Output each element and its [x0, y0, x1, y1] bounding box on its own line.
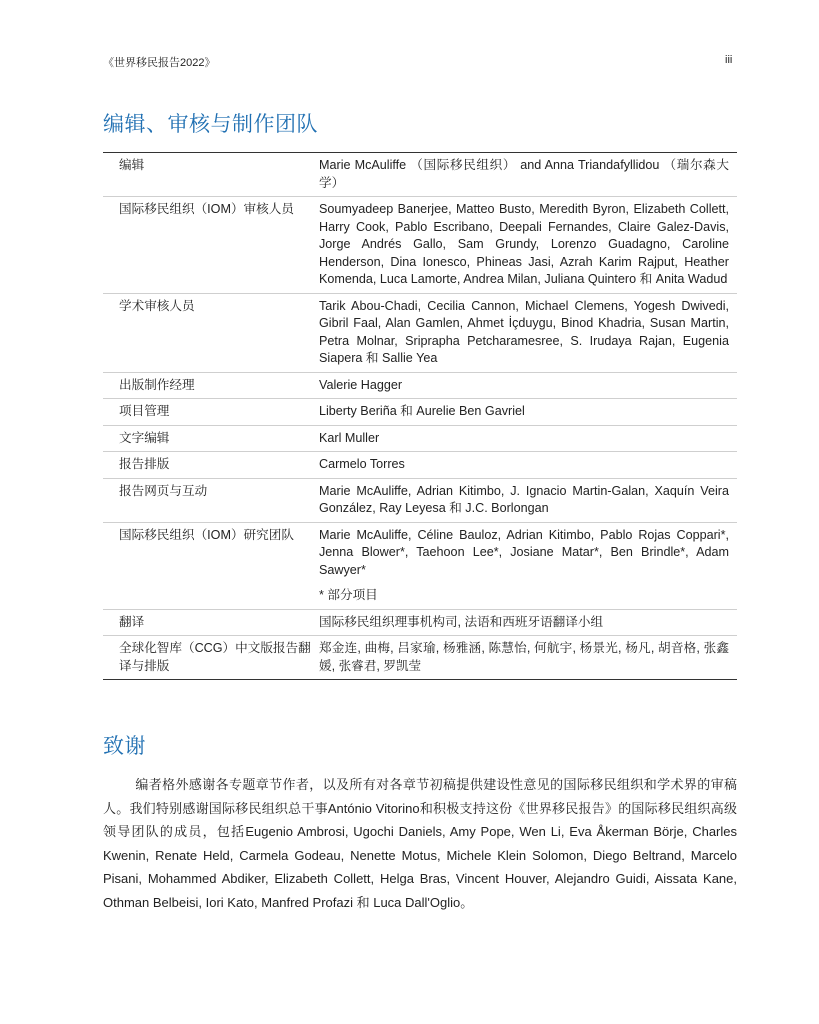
credits-role: 报告网页与互动	[119, 483, 208, 498]
credits-names	[319, 478, 737, 522]
credits-names	[319, 636, 737, 680]
credits-row	[103, 425, 737, 452]
credits-names-text: Carmelo Torres	[319, 457, 405, 471]
credits-row	[103, 197, 737, 294]
credits-names	[319, 197, 737, 294]
credits-footnote: * 部分项目	[319, 588, 378, 602]
credits-names-text: Karl Muller	[319, 430, 380, 445]
credits-role: 国际移民组织（IOM）研究团队	[119, 527, 294, 542]
credits-row	[103, 636, 737, 680]
credits-role: 出版制作经理	[119, 377, 195, 392]
credits-row	[103, 522, 737, 609]
credits-names-text: Marie McAuliffe, Adrian Kitimbo, J. Ignacio Martin-Galan, Xaquín Veira González, Ray Leyesa 和 J.C. Borlongan	[319, 483, 729, 515]
credits-names	[319, 522, 737, 609]
credits-names-text: 郑金连, 曲梅, 吕家瑜, 杨雅涵, 陈慧怡, 何航宇, 杨景光, 杨凡, 胡音格, 张鑫媛, 张睿君, 罗凯莹	[319, 641, 729, 673]
credits-names	[319, 425, 737, 452]
credits-names	[319, 452, 737, 479]
page-number: iii	[725, 54, 733, 66]
credits-table	[103, 152, 737, 680]
acknowledgements-text: 编者格外感谢各专题章节作者，以及所有对各章节初稿提供建设性意见的国际移民组织和学术界的审稿人。我们特别感谢国际移民组织总干事António Vitorino和积极支持这份《世界移民报告》的国际移民组织高级领导团队的成员，包括Eugenio Ambrosi, Ugochi Daniels, Amy Pope, Wen Li, Eva Åkerman Börje, Charles Kwenin, Renate Held, Carmela Godeau, Nenette Motus, Michele Klein Solomon, Diego Beltrand, Marcelo Pisani, Mohammed Abdiker, Elizabeth Collett, Helga Bras, Vincent Houver, Alejandro Guidi, Aissata Kane, Othman Belbeisi, Iori Kato, Manfred Profazi 和 Luca Dall'Oglio。	[103, 777, 737, 910]
credits-names	[319, 153, 737, 197]
credits-role: 翻译	[119, 614, 145, 629]
credits-role: 报告排版	[119, 457, 170, 471]
credits-names-text: 国际移民组织理事机构司, 法语和西班牙语翻译小组	[319, 614, 604, 629]
credits-row	[103, 609, 737, 636]
credits-names-text: Marie McAuliffe, Céline Bauloz, Adrian Kitimbo, Pablo Rojas Coppari*, Jenna Blower*, Taehoon Lee*, Josiane Matar*, Ben Brindle*, Adam Sawyer*	[319, 527, 729, 577]
credits-role: 文字编辑	[119, 430, 170, 445]
credits-names	[319, 293, 737, 372]
credits-section-title: 编辑、审核与制作团队	[103, 113, 318, 136]
credits-role: 学术审核人员	[119, 298, 195, 313]
credits-names	[319, 399, 737, 426]
credits-names-text: Soumyadeep Banerjee, Matteo Busto, Meredith Byron, Elizabeth Collett, Harry Cook, Pablo Escribano, Deepali Fernandes, Claire Galez-Davis, Jorge Andrés Gallo, Sam Grundy, Lorenzo Guadagno, Caroline Henderson, Dina Ionesco, Phineas Jasi, Azrah Karim Rajput, Heather Komenda, Luca Lamorte, Andrea Milan, Juliana Quintero 和 Anita Wadud	[319, 202, 729, 286]
credits-row	[103, 399, 737, 426]
acknowledgements-title: 致谢	[103, 735, 146, 758]
credits-role: 国际移民组织（IOM）审核人员	[119, 202, 294, 216]
credits-names	[319, 372, 737, 399]
credits-role: 项目管理	[119, 404, 170, 418]
credits-row	[103, 452, 737, 479]
running-header-title: 《世界移民报告2022》	[103, 57, 216, 69]
credits-names-text: Liberty Beriña 和 Aurelie Ben Gavriel	[319, 404, 525, 418]
credits-row	[103, 293, 737, 372]
credits-names-text: Marie McAuliffe （国际移民组织） and Anna Triandafyllidou （瑞尔森大学）	[319, 158, 729, 190]
credits-names-text: Tarik Abou-Chadi, Cecilia Cannon, Michael Clemens, Yogesh Dwivedi, Gibril Faal, Alan Gamlen, Ahmet İçduygu, Binod Khadria, Susan Martin, Petra Molnar, Sriprapha Petcharamesree, S. Irudaya Rajan, Eugenia Siapera 和 Sallie Yea	[319, 298, 729, 365]
credits-names	[319, 609, 737, 636]
credits-role: 编辑	[119, 158, 145, 172]
credits-row	[103, 372, 737, 399]
credits-row	[103, 478, 737, 522]
credits-names-text: Valerie Hagger	[319, 377, 403, 392]
credits-row	[103, 153, 737, 197]
credits-role: 全球化智库（CCG）中文版报告翻译与排版	[119, 641, 311, 673]
acknowledgements-paragraph	[103, 773, 737, 915]
